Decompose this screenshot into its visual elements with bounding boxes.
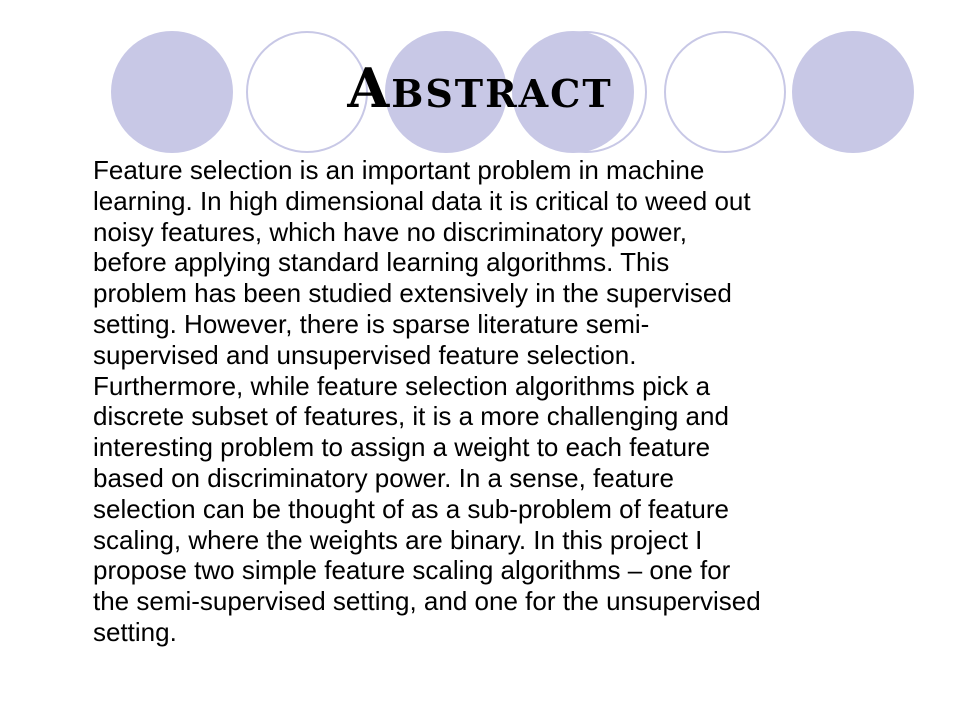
- abstract-body: [93, 155, 923, 648]
- abstract-line: propose two simple feature scaling algorithms – one for: [93, 555, 731, 586]
- abstract-line: scaling, where the weights are binary. In this project I: [93, 524, 703, 555]
- abstract-line: selection can be thought of as a sub-problem of feature: [93, 493, 729, 524]
- abstract-line: setting.: [93, 616, 177, 647]
- abstract-line: discrete subset of features, it is a more challenging and: [93, 401, 729, 432]
- abstract-line: Feature selection is an important problem in machine: [93, 155, 705, 185]
- abstract-line: noisy features, which have no discriminatory power,: [93, 216, 687, 247]
- abstract-line: Furthermore, while feature selection algorithms pick a: [93, 370, 711, 401]
- abstract-line: learning. In high dimensional data it is critical to weed out: [93, 185, 751, 216]
- abstract-line: supervised and unsupervised feature selection.: [93, 339, 637, 370]
- abstract-line: setting. However, there is sparse literature semi-: [93, 308, 650, 339]
- abstract-line: interesting problem to assign a weight to each feature: [93, 432, 711, 463]
- abstract-line: the semi-supervised setting, and one for the unsupervised: [93, 586, 761, 617]
- abstract-line: before applying standard learning algorithms. This: [93, 247, 670, 278]
- slide-title: Abstract: [347, 56, 613, 120]
- abstract-line: based on discriminatory power. In a sense, feature: [93, 462, 674, 493]
- abstract-line: problem has been studied extensively in the supervised: [93, 278, 732, 309]
